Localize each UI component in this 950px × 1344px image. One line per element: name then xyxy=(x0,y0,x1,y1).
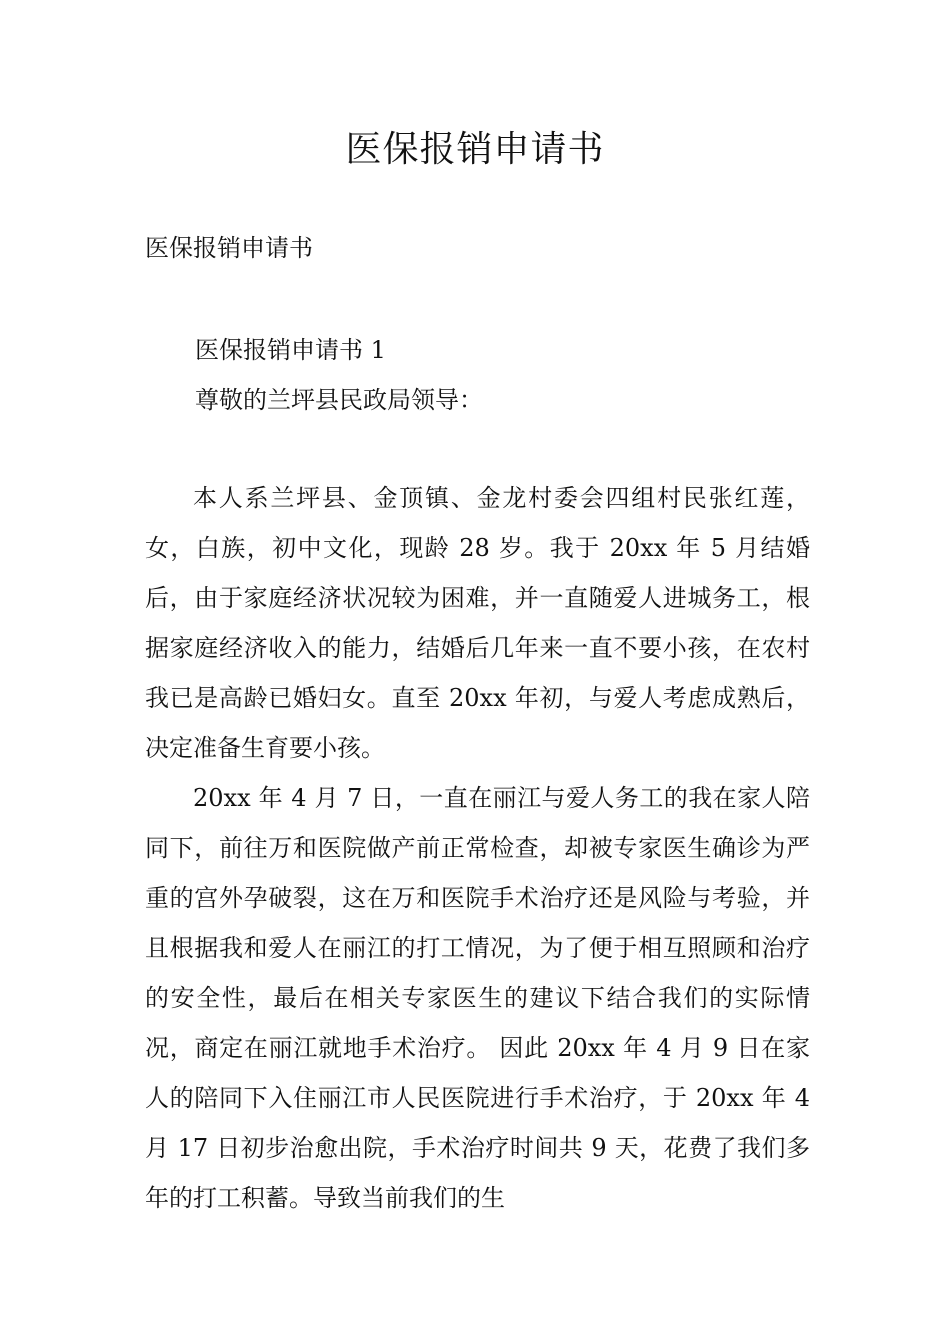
body-paragraph-1: 本人系兰坪县、金顶镇、金龙村委会四组村民张红莲，女，白族，初中文化，现龄 28 岁。我于 20xx 年 5 月结婚后，由于家庭经济状况较为困难，并一直随爱人进城务工，根据家庭经济收入的能力，结婚后几年来一直不要小孩，在农村我已是高龄已婚妇女。直至 20xx 年初，与爱人考虑成熟后，决定准备生育要小孩。 xyxy=(145,484,810,762)
salutation: 尊敬的兰坪县民政局领导： xyxy=(195,386,483,414)
document-subtitle: 医保报销申请书 xyxy=(145,234,313,262)
document-title: 医保报销申请书 xyxy=(345,129,605,170)
body-paragraph-2: 20xx 年 4 月 7 日，一直在丽江与爱人务工的我在家人陪同下，前往万和医院做产前正常检查，却被专家医生确诊为严重的宫外孕破裂，这在万和医院手术治疗还是风险与考验，并且根据我和爱人在丽江的打工情况，为了便于相互照顾和治疗的安全性，最后在相关专家医生的建议下结合我们的实际情况，商定在丽江就地手术治疗。 因此 20xx 年 4 月 9 日在家人的陪同下入住丽江市人民医院进行手术治疗，于 20xx 年 4 月 17 日初步治愈出院，手术治疗时间共 9 天，花费了我们多年的打工积蓄。导致当前我们的生 xyxy=(145,784,810,1212)
section-heading: 医保报销申请书 1 xyxy=(195,336,386,364)
